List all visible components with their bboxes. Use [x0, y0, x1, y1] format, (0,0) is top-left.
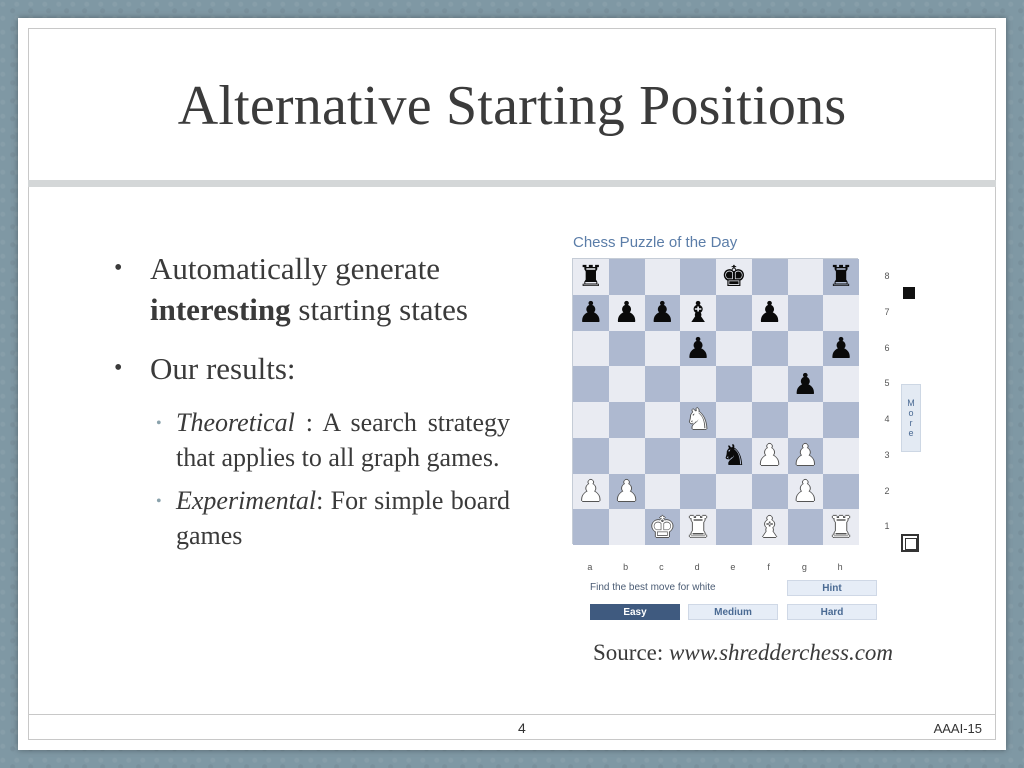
board-square-g3[interactable]: [788, 438, 824, 474]
sub-bullet-item: [110, 405, 510, 475]
board-square-f6[interactable]: [752, 331, 788, 367]
medium-button[interactable]: Medium: [688, 604, 778, 620]
board-square-c5[interactable]: [645, 366, 681, 402]
sub-bullet-label: Theoretical: [176, 408, 295, 437]
board-square-g1[interactable]: [788, 509, 824, 545]
board-square-b4[interactable]: [609, 402, 645, 438]
sub-bullet-item: [110, 483, 510, 553]
board-square-e2[interactable]: [716, 474, 752, 510]
board-square-e4[interactable]: [716, 402, 752, 438]
file-label: c: [659, 562, 664, 572]
rank-label: 2: [884, 485, 890, 496]
bullet-list: [110, 248, 510, 553]
board-square-f5[interactable]: [752, 366, 788, 402]
board-square-f2[interactable]: [752, 474, 788, 510]
rank-label: 3: [884, 449, 890, 460]
board-square-b7[interactable]: [609, 295, 645, 331]
board-square-b6[interactable]: [609, 331, 645, 367]
board-square-b5[interactable]: [609, 366, 645, 402]
board-square-e5[interactable]: [716, 366, 752, 402]
board-square-b8[interactable]: [609, 259, 645, 295]
board-square-c3[interactable]: [645, 438, 681, 474]
rank-label: 1: [884, 521, 890, 532]
board-square-h5[interactable]: [823, 366, 859, 402]
black-bishop-icon[interactable]: ♝: [685, 295, 712, 330]
black-king-icon[interactable]: ♚: [720, 259, 747, 294]
white-pawn-icon[interactable]: ♟: [792, 438, 819, 473]
more-button-letter: M: [907, 398, 915, 408]
board-square-e6[interactable]: [716, 331, 752, 367]
board-square-h2[interactable]: [823, 474, 859, 510]
board-square-f3[interactable]: [752, 438, 788, 474]
board-square-g8[interactable]: [788, 259, 824, 295]
board-square-c1[interactable]: [645, 509, 681, 545]
slide-title: Alternative Starting Positions: [177, 75, 847, 137]
board-square-a3[interactable]: [573, 438, 609, 474]
board-square-d6[interactable]: [680, 331, 716, 367]
hint-button[interactable]: Hint: [787, 580, 877, 596]
chess-board[interactable]: [572, 258, 858, 544]
white-rook-icon[interactable]: ♜: [685, 509, 712, 544]
black-to-move-square-icon: [903, 287, 915, 299]
file-label: a: [587, 562, 593, 572]
rank-label: 8: [884, 271, 890, 281]
file-label: g: [801, 562, 807, 572]
board-square-f4[interactable]: [752, 402, 788, 438]
file-label: f: [767, 562, 770, 572]
board-square-a4[interactable]: [573, 402, 609, 438]
sub-bullet-label: Experimental: [176, 486, 317, 515]
board-square-c8[interactable]: [645, 259, 681, 295]
more-button-letter: o: [908, 408, 914, 418]
board-square-e1[interactable]: [716, 509, 752, 545]
slide: [18, 18, 1006, 750]
bullet-dot-icon: •: [114, 255, 123, 281]
board-square-e3[interactable]: [716, 438, 752, 474]
board-square-b2[interactable]: [609, 474, 645, 510]
board-square-a2[interactable]: [573, 474, 609, 510]
board-square-a7[interactable]: [573, 295, 609, 331]
sub-bullet-dot-icon: •: [156, 415, 162, 432]
board-square-e7[interactable]: [716, 295, 752, 331]
black-pawn-icon[interactable]: ♟: [613, 295, 640, 330]
sub-bullet-text: A search strategy that applies to all graph games.: [176, 408, 510, 472]
black-pawn-icon[interactable]: ♟: [685, 330, 712, 365]
board-square-c2[interactable]: [645, 474, 681, 510]
board-square-c7[interactable]: [645, 295, 681, 331]
page-number: 4: [518, 720, 526, 736]
title-divider: [28, 180, 996, 187]
board-square-b1[interactable]: [609, 509, 645, 545]
black-knight-icon[interactable]: ♞: [720, 438, 747, 473]
chess-puzzle-widget: [570, 232, 930, 622]
board-square-g2[interactable]: [788, 474, 824, 510]
board-square-b3[interactable]: [609, 438, 645, 474]
black-pawn-icon[interactable]: ♟: [577, 295, 604, 330]
rank-label: 4: [884, 414, 890, 424]
board-square-h1[interactable]: [823, 509, 859, 545]
white-knight-icon[interactable]: ♞: [685, 402, 712, 437]
white-rook-icon[interactable]: ♜: [828, 509, 855, 544]
easy-button[interactable]: Easy: [590, 604, 680, 620]
board-square-g6[interactable]: [788, 331, 824, 367]
sub-bullet-separator: :: [294, 408, 323, 437]
hard-button[interactable]: Hard: [787, 604, 877, 620]
file-label: b: [623, 562, 629, 572]
white-bishop-icon[interactable]: ♝: [756, 509, 783, 544]
board-square-a1[interactable]: [573, 509, 609, 545]
rank-label: 5: [884, 378, 890, 389]
board-square-f8[interactable]: [752, 259, 788, 295]
sub-bullet-text: For simple board games: [176, 486, 510, 550]
board-square-h4[interactable]: [823, 402, 859, 438]
board-square-h8[interactable]: [823, 259, 859, 295]
bullet-text: Automatically generate: [150, 251, 441, 286]
board-square-a5[interactable]: [573, 366, 609, 402]
sub-bullet-dot-icon: •: [156, 493, 162, 510]
board-square-h7[interactable]: [823, 295, 859, 331]
more-button-letter: e: [908, 428, 914, 438]
board-square-f1[interactable]: [752, 509, 788, 545]
board-square-g4[interactable]: [788, 402, 824, 438]
board-square-d8[interactable]: [680, 259, 716, 295]
file-label: d: [694, 562, 700, 572]
board-square-d7[interactable]: [680, 295, 716, 331]
board-square-d2[interactable]: [680, 474, 716, 510]
rank-label: 6: [884, 342, 890, 353]
sub-bullet-list: [110, 405, 510, 553]
white-pawn-icon[interactable]: ♟: [792, 473, 819, 508]
white-pawn-icon[interactable]: ♟: [756, 438, 783, 473]
source-link[interactable]: www.shredderchess.com: [669, 640, 894, 665]
black-pawn-icon[interactable]: ♟: [649, 295, 676, 330]
board-square-c4[interactable]: [645, 402, 681, 438]
white-pawn-icon[interactable]: ♟: [613, 473, 640, 508]
black-pawn-icon[interactable]: ♟: [756, 295, 783, 330]
black-rook-icon[interactable]: ♜: [828, 259, 855, 294]
black-rook-icon[interactable]: ♜: [577, 259, 604, 294]
bullet-item: [110, 248, 510, 330]
board-square-a8[interactable]: [573, 259, 609, 295]
board-square-c6[interactable]: [645, 331, 681, 367]
puzzle-title: Chess Puzzle of the Day: [573, 234, 738, 251]
board-square-a6[interactable]: [573, 331, 609, 367]
bullet-bold-text: interesting: [150, 292, 291, 327]
footer-divider: [28, 714, 996, 715]
bullet-item: [110, 348, 510, 389]
board-square-d1[interactable]: [680, 509, 716, 545]
more-button[interactable]: [901, 384, 921, 452]
file-label: e: [730, 562, 736, 572]
white-to-move-square-icon: [901, 534, 919, 552]
bullet-text-rest: starting states: [290, 292, 468, 327]
source-label: Source:: [593, 640, 664, 665]
file-label: h: [837, 562, 843, 572]
board-square-d3[interactable]: [680, 438, 716, 474]
board-square-f7[interactable]: [752, 295, 788, 331]
more-button-letter: r: [909, 418, 913, 428]
puzzle-task: Find the best move for white: [590, 582, 716, 593]
source-citation: [593, 640, 893, 666]
black-pawn-icon[interactable]: ♟: [792, 366, 819, 401]
board-square-e8[interactable]: [716, 259, 752, 295]
bullet-dot-icon: •: [114, 355, 123, 381]
black-pawn-icon[interactable]: ♟: [828, 330, 855, 365]
white-pawn-icon[interactable]: ♟: [577, 473, 604, 508]
bullet-text: Our results:: [150, 351, 296, 386]
board-square-g7[interactable]: [788, 295, 824, 331]
board-square-g5[interactable]: [788, 366, 824, 402]
white-king-icon[interactable]: ♚: [649, 509, 676, 544]
board-square-d4[interactable]: [680, 402, 716, 438]
rank-label: 7: [884, 306, 890, 317]
board-square-h6[interactable]: [823, 331, 859, 367]
sub-bullet-separator: :: [316, 486, 331, 515]
board-square-d5[interactable]: [680, 366, 716, 402]
board-square-h3[interactable]: [823, 438, 859, 474]
conference-label: AAAI-15: [933, 721, 982, 736]
